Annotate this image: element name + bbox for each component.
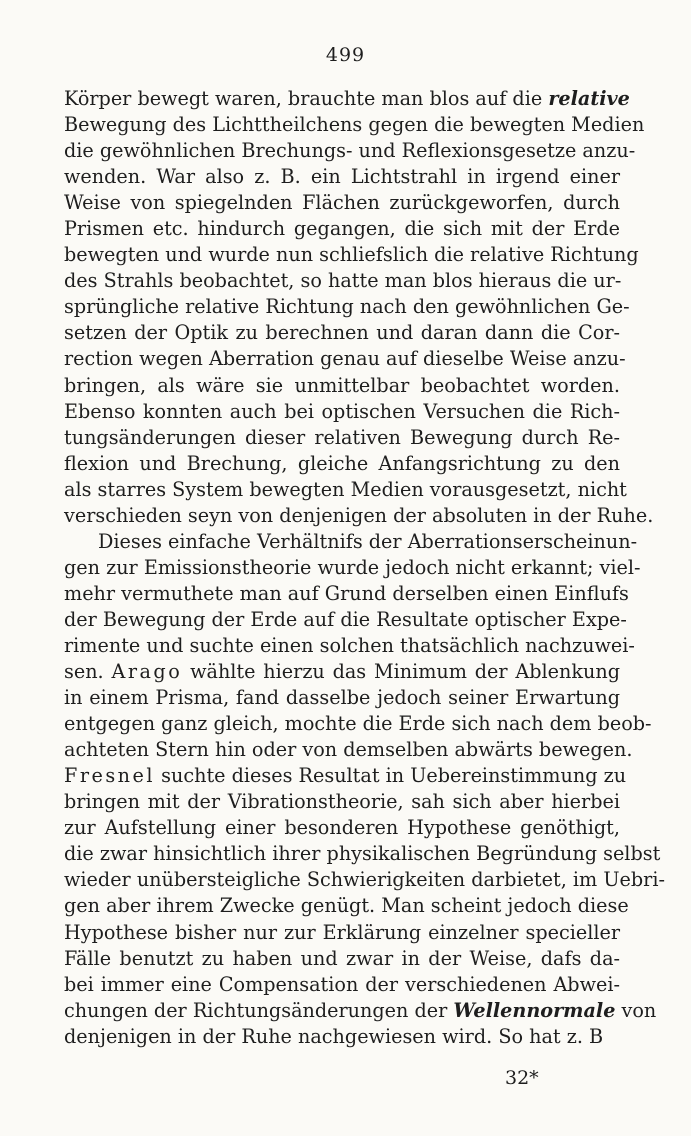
paragraph-1 bbox=[64, 86, 654, 529]
text-segment: suchte dieses Resultat in Uebereinstimmung zu bbox=[155, 764, 627, 788]
text-segment: die gewöhnlichen Brechungs- und Reflexionsgesetze anzu- bbox=[64, 139, 636, 163]
text-segment: wählte hierzu das Minimum der Ablenkung bbox=[182, 660, 620, 684]
text-line bbox=[64, 711, 652, 737]
text-line bbox=[64, 789, 620, 815]
text-line bbox=[64, 659, 620, 685]
spaced-name: Fresnel bbox=[64, 764, 156, 788]
text-line bbox=[64, 164, 620, 190]
text-segment: bringen, als wäre sie unmittelbar beobachtet worden. bbox=[64, 373, 620, 397]
text-segment: gen zur Emissionstheorie wurde jedoch nicht erkannt; viel- bbox=[64, 555, 641, 579]
emphasized-text: relative bbox=[548, 87, 630, 110]
text-segment: Weise von spiegelnden Flächen zurückgeworfen, durch bbox=[64, 191, 620, 215]
text-segment: verschieden seyn von denjenigen der absoluten in der Ruhe. bbox=[64, 503, 654, 527]
text-segment: des Strahls beobachtet, so hatte man blos hieraus die ur- bbox=[64, 269, 622, 293]
text-line bbox=[64, 841, 661, 867]
text-segment: setzen der Optik zu berechnen und daran dann die Cor- bbox=[64, 321, 620, 345]
emphasized-text: Wellennormale bbox=[453, 998, 616, 1022]
text-line bbox=[64, 920, 620, 946]
page-number: 499 bbox=[325, 44, 366, 66]
text-segment: die zwar hinsichtlich ihrer physikalischen Begründung selbst bbox=[64, 842, 661, 866]
text-line bbox=[64, 373, 620, 399]
text-segment: sen. bbox=[64, 660, 112, 684]
text-segment: wenden. War also z. B. ein Lichtstrahl in irgend einer bbox=[64, 165, 620, 189]
text-segment: von bbox=[615, 998, 657, 1022]
text-line bbox=[64, 685, 620, 711]
paragraph-2 bbox=[64, 529, 665, 1050]
text-line bbox=[64, 451, 620, 477]
text-segment: rimente und suchte einen solchen thatsächlich nachzuwei- bbox=[64, 633, 635, 657]
text-segment: denjenigen in der Ruhe nachgewiesen wird. So hat z. B bbox=[64, 1024, 604, 1048]
text-line bbox=[64, 346, 626, 372]
text-segment: sprüngliche relative Richtung nach den gewöhnlichen Ge- bbox=[64, 295, 630, 319]
text-line bbox=[64, 998, 657, 1024]
text-line bbox=[64, 867, 665, 893]
text-line bbox=[64, 190, 620, 216]
text-segment: entgegen ganz gleich, mochte die Erde sich nach dem beob- bbox=[64, 712, 652, 736]
text-line bbox=[64, 763, 627, 789]
text-segment: bewegten und wurde nun schliefslich die relative Richtung bbox=[64, 243, 639, 267]
text-line bbox=[64, 581, 629, 607]
text-segment: flexion und Brechung, gleiche Anfangsrichtung zu den bbox=[64, 451, 620, 475]
text-segment: bei immer eine Compensation der verschiedenen Abwei- bbox=[64, 972, 620, 996]
text-line bbox=[64, 946, 620, 972]
text-line bbox=[64, 399, 620, 425]
text-segment: in einem Prisma, fand dasselbe jedoch seiner Erwartung bbox=[64, 686, 620, 710]
body-text bbox=[64, 86, 665, 1050]
text-line bbox=[64, 972, 620, 998]
signature-mark: 32* bbox=[505, 1067, 539, 1089]
text-segment: Körper bewegt waren, brauchte man blos auf die bbox=[64, 87, 549, 110]
text-line bbox=[64, 320, 620, 346]
text-line bbox=[64, 242, 639, 268]
text-segment: Prismen etc. hindurch gegangen, die sich mit der Erde bbox=[64, 217, 620, 241]
text-segment: rection wegen Aberration genau auf dieselbe Weise anzu- bbox=[64, 347, 626, 371]
text-line bbox=[64, 555, 641, 581]
text-line bbox=[64, 138, 636, 164]
text-line bbox=[64, 425, 620, 451]
text-line bbox=[64, 815, 620, 841]
text-line bbox=[64, 216, 620, 242]
text-segment: achteten Stern hin oder von demselben abwärts bewegen. bbox=[64, 738, 633, 762]
text-line bbox=[64, 503, 654, 529]
text-segment: bringen mit der Vibrationstheorie, sah sich aber hierbei bbox=[64, 790, 620, 814]
text-segment: chungen der Richtungsänderungen der bbox=[64, 998, 454, 1022]
text-segment: als starres System bewegten Medien vorausgesetzt, nicht bbox=[64, 477, 627, 501]
text-line bbox=[64, 607, 627, 633]
text-segment: Ebenso konnten auch bei optischen Versuchen die Rich- bbox=[64, 399, 620, 423]
text-line bbox=[64, 529, 638, 555]
text-line bbox=[64, 737, 633, 763]
text-line bbox=[64, 86, 630, 112]
text-segment: wieder unübersteigliche Schwierigkeiten darbietet, im Uebri- bbox=[64, 868, 665, 892]
text-segment: Dieses einfache Verhältnifs der Aberrationserscheinun- bbox=[98, 529, 638, 553]
text-line bbox=[64, 294, 630, 320]
text-line bbox=[64, 268, 620, 294]
text-segment: tungsänderungen dieser relativen Bewegung durch Re- bbox=[64, 425, 620, 449]
text-line bbox=[64, 1024, 620, 1050]
text-line bbox=[64, 893, 629, 919]
text-segment: Fälle benutzt zu haben und zwar in der Weise, dafs da- bbox=[64, 946, 620, 970]
text-line bbox=[64, 477, 627, 503]
text-segment: Hypothese bisher nur zur Erklärung einzelner specieller bbox=[64, 920, 620, 944]
text-segment: zur Aufstellung einer besonderen Hypothese genöthigt, bbox=[64, 816, 620, 840]
text-line bbox=[64, 112, 645, 138]
text-segment: Bewegung des Lichttheilchens gegen die bewegten Medien bbox=[64, 113, 645, 137]
text-line bbox=[64, 633, 635, 659]
text-segment: mehr vermuthete man auf Grund derselben einen Einflufs bbox=[64, 581, 629, 605]
spaced-name: Arago bbox=[111, 660, 183, 684]
text-segment: gen aber ihrem Zwecke genügt. Man scheint jedoch diese bbox=[64, 894, 629, 918]
text-segment: der Bewegung der Erde auf die Resultate optischer Expe- bbox=[64, 607, 627, 631]
